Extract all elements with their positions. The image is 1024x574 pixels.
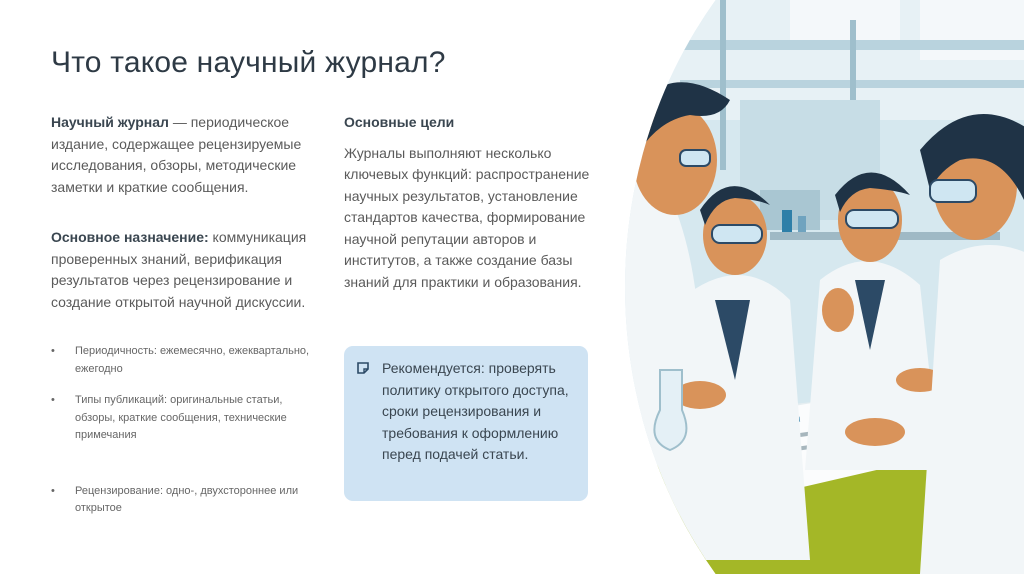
definition-text: — периодическое издание, содержащее рецензируемые исследования, обзоры, методические заметки и краткие сообщения. [51,114,302,195]
definition-term: Научный журнал [51,114,169,130]
list-item [51,483,321,518]
purpose-term: Основное назначение: [51,229,209,245]
purpose-text: коммуникация проверенных знаний, верификация результатов через рецензирование и создание открытой научной дискуссии. [51,229,307,310]
list-item-text: Периодичность: ежемесячно, ежеквартально, ежегодно [75,345,310,375]
purpose-paragraph [51,227,326,313]
definition-paragraph [51,112,326,198]
recommendation-text: Рекомендуется: проверять политику открытого доступа, сроки рецензирования и требования к оформлению перед подачей статьи. [382,360,569,462]
goals-heading: Основные цели [344,114,455,130]
list-item [51,343,321,378]
bullet-icon: • [51,484,55,497]
recommendation-callout [344,346,588,501]
note-icon [357,362,369,374]
feature-list [51,343,321,518]
definition-column [51,112,326,313]
goals-column [344,112,594,293]
list-item [51,392,321,445]
goals-text: Журналы выполняют несколько ключевых функций: распространение научных результатов, установление стандартов качества, формирование научной репутации авторов и институтов, а также создание базы знаний для практики и образования. [344,144,590,290]
bullet-icon: • [51,345,55,357]
list-item-text: Рецензирование: одно-, двухстороннее или открытое [75,484,299,514]
lab-illustration [620,0,1024,574]
list-item-text: Типы публикаций: оригинальные статьи, обзоры, краткие сообщения, технические примечания [75,394,287,441]
page-title: Что такое научный журнал? [51,46,446,79]
bullet-icon: • [51,394,55,406]
